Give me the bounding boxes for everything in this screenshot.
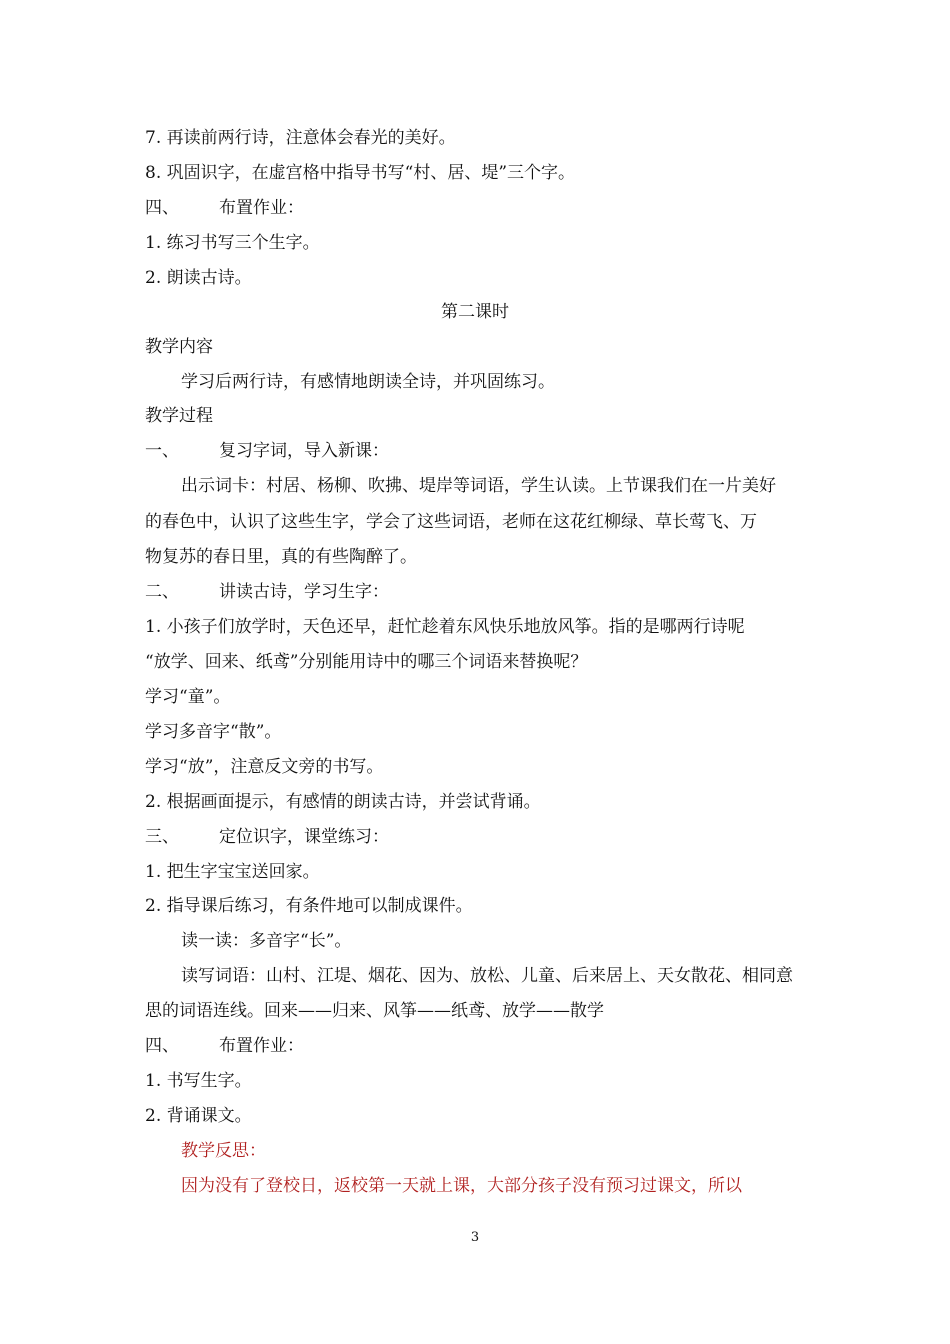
text-line: 教学内容	[145, 337, 213, 357]
text-line: 读写词语：山村、江堤、烟花、因为、放松、儿童、后来居上、天女散花、相同意	[181, 966, 793, 986]
text-line: 学习后两行诗，有感情地朗读全诗，并巩固练习。	[181, 372, 555, 392]
section-heading	[145, 580, 389, 604]
section-number: 二、	[145, 582, 179, 602]
text-line: 1. 书写生字。	[145, 1071, 252, 1091]
text-line: 教学过程	[145, 406, 213, 426]
text-line: 物复苏的春日里，真的有些陶醉了。	[145, 547, 417, 567]
page-number: 3	[470, 1230, 480, 1245]
section-number: 三、	[145, 827, 179, 847]
text-line: 学习多音字“散”。	[145, 722, 282, 742]
text-line: 的春色中，认识了这些生字，学会了这些词语，老师在这花红柳绿、草长莺飞、万	[145, 512, 757, 532]
reflection-text: 因为没有了登校日，返校第一天就上课，大部分孩子没有预习过课文，所以	[181, 1176, 742, 1196]
section-title: 定位识字，课堂练习：	[219, 827, 389, 847]
section-heading	[145, 439, 389, 463]
section-number: 四、	[145, 1036, 179, 1056]
text-line: 学习“童”。	[145, 687, 231, 707]
section-heading	[145, 825, 389, 849]
section-title: 布置作业：	[219, 1036, 304, 1056]
reflection-heading: 教学反思：	[181, 1141, 266, 1161]
text-line: 思的词语连线。回来——归来、风筝——纸鸢、放学——散学	[145, 1001, 604, 1021]
section-title: 复习字词，导入新课：	[219, 441, 389, 461]
text-line: 2. 背诵课文。	[145, 1106, 252, 1126]
text-line: 读一读：多音字“长”。	[181, 931, 352, 951]
text-line: 2. 指导课后练习，有条件地可以制成课件。	[145, 896, 473, 916]
text-line: 8. 巩固识字，在虚宫格中指导书写“村、居、堤”三个字。	[145, 163, 576, 183]
section-heading	[145, 1034, 304, 1058]
text-line: “放学、回来、纸鸢”分别能用诗中的哪三个词语来替换呢？	[145, 652, 588, 672]
text-line: 2. 朗读古诗。	[145, 268, 252, 288]
text-line: 7. 再读前两行诗，注意体会春光的美好。	[145, 128, 456, 148]
section-title: 布置作业：	[219, 198, 304, 218]
section-title: 讲读古诗，学习生字：	[219, 582, 389, 602]
text-line: 1. 练习书写三个生字。	[145, 233, 320, 253]
text-line: 出示词卡：村居、杨柳、吹拂、堤岸等词语，学生认读。上节课我们在一片美好	[181, 476, 776, 496]
section-number: 一、	[145, 441, 179, 461]
text-line: 学习“放”，注意反文旁的书写。	[145, 757, 384, 777]
section-number: 四、	[145, 198, 179, 218]
text-line: 1. 把生字宝宝送回家。	[145, 862, 320, 882]
text-line: 1. 小孩子们放学时，天色还早，赶忙趁着东风快乐地放风筝。指的是哪两行诗呢	[145, 617, 745, 637]
lesson-title: 第二课时	[441, 302, 509, 322]
text-line: 2. 根据画面提示，有感情的朗读古诗，并尝试背诵。	[145, 792, 541, 812]
section-heading	[145, 196, 304, 220]
